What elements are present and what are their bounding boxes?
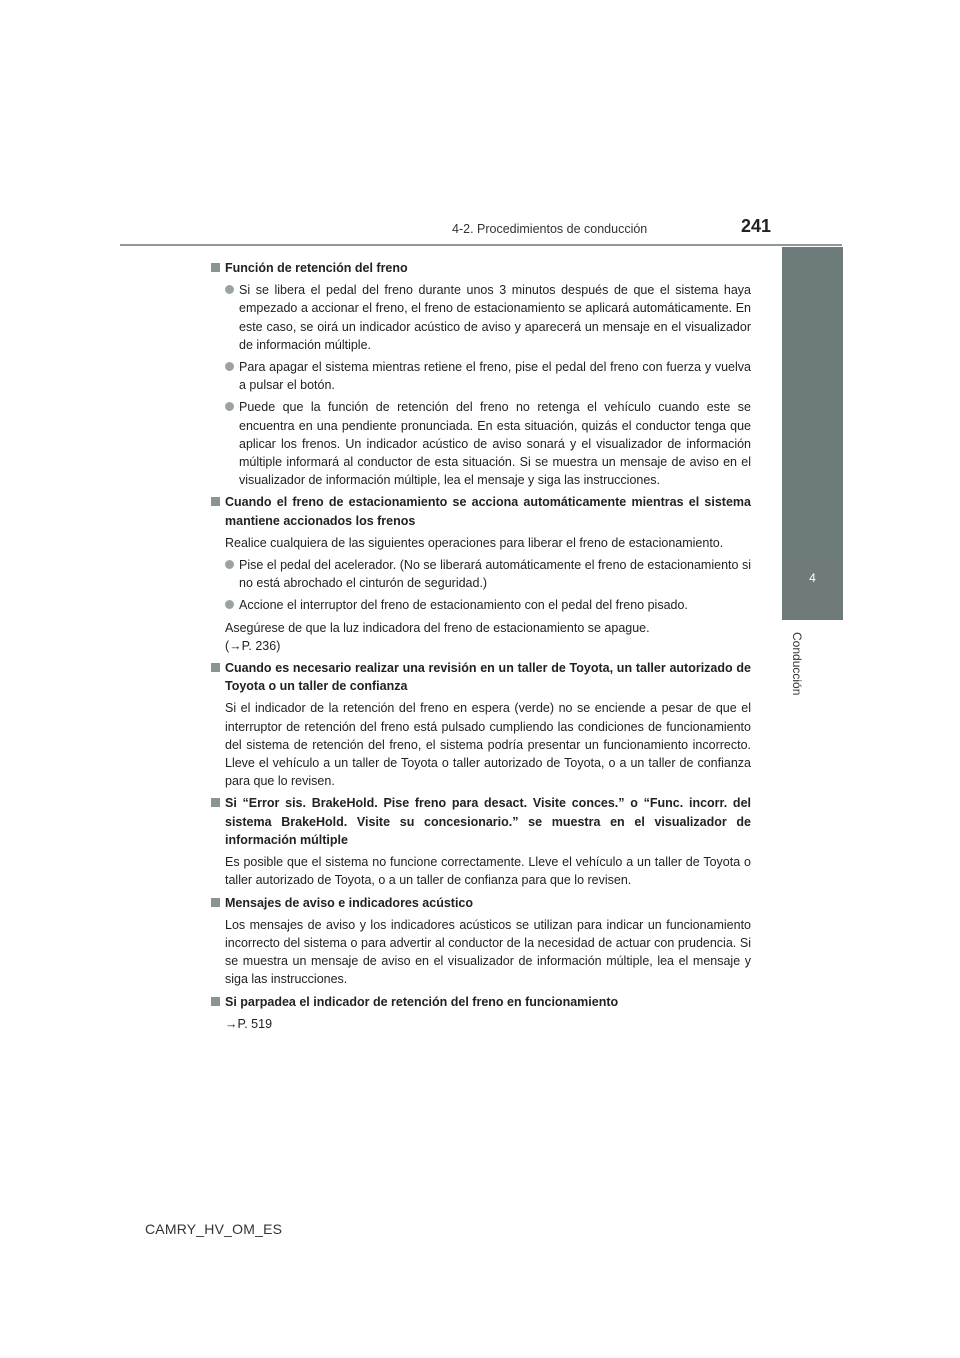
section-heading xyxy=(211,894,751,912)
paragraph: Si el indicador de la retención del freno en espera (verde) no se enciende a pesar de que el interruptor de retención del freno está pulsado cumpliendo las condiciones de funcionamiento del sistema de retención del freno, el sistema podría presentar un funcionamiento incorrecto. Lleve el vehículo a un taller de Toyota o taller autorizado de Toyota, o a un taller de confianza para que lo revisen. xyxy=(225,701,751,789)
chapter-tab[interactable] xyxy=(782,561,843,620)
list-item xyxy=(211,596,751,614)
list-item-text: Pise el pedal del acelerador. (No se liberará automáticamente el freno de estacionamiento si no está abrochado el cinturón de seguridad.) xyxy=(239,558,751,591)
circle-bullet-icon xyxy=(225,560,234,569)
document-code: CAMRY_HV_OM_ES xyxy=(145,1221,283,1237)
circle-bullet-icon xyxy=(225,362,234,371)
section-heading xyxy=(211,493,751,529)
section-heading xyxy=(211,794,751,849)
page-reference-link[interactable]: →P. 519 xyxy=(225,1016,273,1031)
heading-text: Si parpadea el indicador de retención del freno en funcionamiento xyxy=(225,994,619,1009)
heading-text: Cuando es necesario realizar una revisión en un taller de Toyota, un taller autorizado de Toyota o un taller de confianza xyxy=(225,661,751,694)
heading-text: Si “Error sis. BrakeHold. Pise freno para desact. Visite conces.” o “Func. incorr. del sistema BrakeHold. Visite su concesionario.” se muestra en el visualizador de información múltiple xyxy=(225,796,751,847)
square-bullet-icon xyxy=(211,798,220,807)
square-bullet-icon xyxy=(211,898,220,907)
chapter-tab-number: 4 xyxy=(809,571,816,585)
list-item xyxy=(211,398,751,489)
square-bullet-icon xyxy=(211,663,220,672)
section-heading xyxy=(211,259,751,277)
header-rule xyxy=(120,244,842,246)
square-bullet-icon xyxy=(211,497,220,506)
paragraph: Los mensajes de aviso y los indicadores acústicos se utilizan para indicar un funcionamiento incorrecto del sistema o para advertir al conductor de la necesidad de actuar con prudencia. Si se muestra un mensaje de aviso en el visualizador de información múltiple, lea el mensaje y siga las instrucciones. xyxy=(225,917,751,987)
header-section-title: 4-2. Procedimientos de conducción xyxy=(452,222,648,236)
square-bullet-icon xyxy=(211,263,220,272)
page-number: 241 xyxy=(741,216,772,236)
list-item xyxy=(211,358,751,394)
note-text: Asegúrese de que la luz indicadora del freno de estacionamiento se apague. xyxy=(225,620,650,635)
list-item-text: Para apagar el sistema mientras retiene el freno, pise el pedal del freno con fuerza y vuelva a pulsar el botón. xyxy=(239,360,751,393)
chapter-tab-label: Conducción xyxy=(790,632,804,696)
page-reference-link[interactable]: (→P. 236) xyxy=(225,638,281,653)
section-heading xyxy=(211,659,751,695)
list-item-text: Puede que la función de retención del freno no retenga el vehículo cuando este se encuentra en una pendiente pronunciada. En esta situación, quizás el conductor tenga que aplicar los frenos. Un indicador acústico de aviso sonará y el visualizador de información múltiple informará al conductor de esta situación. Si se muestra un mensaje de aviso en el visualizador de información múltiple, lea el mensaje y siga las instrucciones. xyxy=(239,400,751,488)
circle-bullet-icon xyxy=(225,285,234,294)
paragraph xyxy=(211,619,751,655)
list-item xyxy=(211,556,751,592)
list-item xyxy=(211,281,751,354)
square-bullet-icon xyxy=(211,997,220,1006)
list-item-text: Si se libera el pedal del freno durante unos 3 minutos después de que el sistema haya empezado a accionar el freno, el freno de estacionamiento se aplicará automáticamente. En este caso, se oirá un indicador acústico de aviso y aparecerá un mensaje en el visualizador de información múltiple. xyxy=(239,283,751,352)
circle-bullet-icon xyxy=(225,600,234,609)
list-item-text: Accione el interruptor del freno de estacionamiento con el pedal del freno pisado. xyxy=(239,598,688,613)
section-heading xyxy=(211,993,751,1011)
heading-text: Mensajes de aviso e indicadores acústico xyxy=(225,895,474,910)
paragraph: Es posible que el sistema no funcione correctamente. Lleve el vehículo a un taller de Toyota o taller autorizado de Toyota, o a un taller de confianza para que lo revisen. xyxy=(225,855,751,888)
paragraph: Realice cualquiera de las siguientes operaciones para liberar el freno de estacionamiento. xyxy=(225,535,724,550)
circle-bullet-icon xyxy=(225,402,234,411)
page-content xyxy=(211,255,751,1033)
heading-text: Función de retención del freno xyxy=(225,261,408,275)
paragraph xyxy=(211,1015,751,1033)
heading-text: Cuando el freno de estacionamiento se acciona automáticamente mientras el sistema mantiene accionados los frenos xyxy=(225,495,751,528)
chapter-strip-top xyxy=(782,247,843,561)
